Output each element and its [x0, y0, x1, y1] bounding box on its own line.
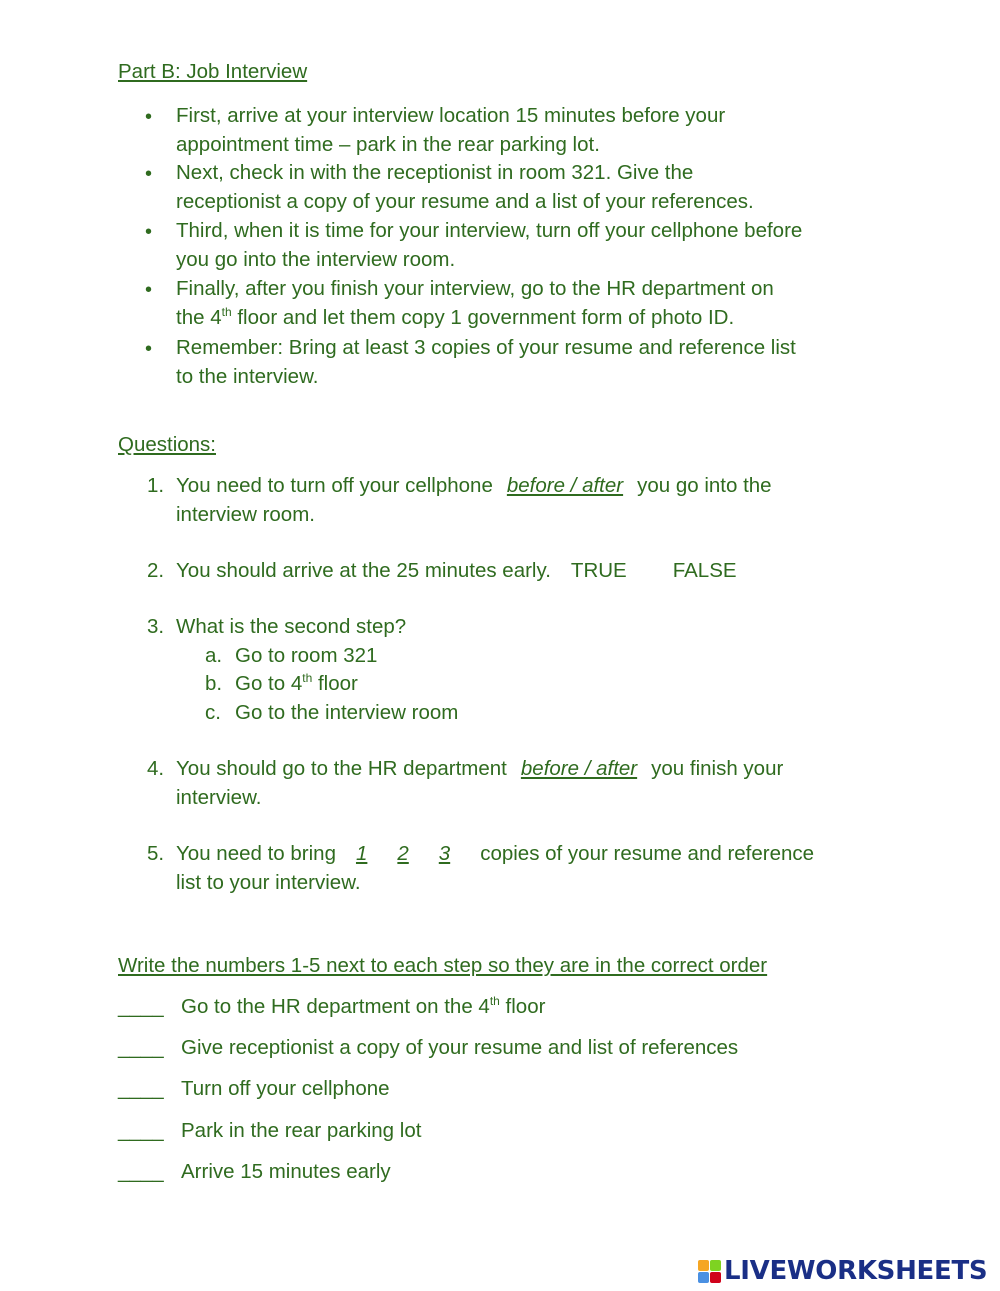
before-after-choice[interactable]: before / after — [506, 474, 624, 497]
question-number: 1. — [147, 474, 165, 497]
before-after-choice[interactable]: before / after — [520, 757, 638, 780]
logo-blocks-icon — [698, 1260, 721, 1283]
part-b-heading: Part B: Job Interview — [118, 60, 308, 83]
answer-blank[interactable]: ____ — [118, 1036, 164, 1059]
answer-blank[interactable]: ____ — [118, 1119, 164, 1142]
bullet-dot: • — [145, 279, 153, 301]
question-number: 4. — [147, 757, 165, 780]
bullet-dot: • — [145, 163, 153, 185]
logo-block — [710, 1272, 721, 1283]
answer-blank[interactable]: ____ — [118, 995, 164, 1018]
true-option[interactable]: TRUE — [570, 559, 627, 582]
bullet-dot: • — [145, 338, 153, 360]
questions-heading: Questions: — [118, 433, 216, 456]
question-number: 5. — [147, 842, 165, 865]
bullet-line: First, arrive at your interview location 15 minutes before your — [176, 104, 726, 127]
bullet-line: Next, check in with the receptionist in room 321. Give the — [176, 161, 694, 184]
false-option[interactable]: FALSE — [672, 559, 737, 582]
bullet-line: Finally, after you finish your interview, go to the HR department on — [176, 277, 774, 300]
answer-blank[interactable]: ____ — [118, 1160, 164, 1183]
bullet-line: Remember: Bring at least 3 copies of your resume and reference list — [176, 336, 796, 359]
bullet-line: the 4th floor and let them copy 1 government form of photo ID. — [176, 304, 735, 329]
worksheet-page: Part B: Job Interview • First, arrive at your interview location 15 minutes before your appointment time – park in the rear parking lot. • Next, check in with the receptionist in room 321. Give the receptionist a copy of your resume and a list of your references. • Third, when it is time for your interview, turn off your cellphone before you go into the interview room. • Finally, after you finish your interview, go to the HR department on the 4th floor and let them copy 1 government form of photo ID. • Remember: Bring at least 3 copies of your resume and reference list to the interview. Questions: 1. You need to turn off your cellphone before / after you go into the interview room. 2. You should arrive at the 25 minutes early. TRUE FALSE 3. What is the second step? a. Go to room 321 b. Go to 4th floor c. Go to the interview room 4. You should go to the HR department before / after you finish your interview. 5. You need to bring 1 2 3 copies of your resume and reference list to your interview. Write the numbers 1-5 next to each step so they are in the correct order ____ Go to the HR department on the 4th floor ____ Give receptionist a copy of your resume and list of references ____ Turn off your cellphone ____ Park in the rear parking lot ____ Arrive 15 minutes early LIVEWORKSHEETS — [118, 60, 988, 1286]
bullet-line: Third, when it is time for your interview, turn off your cellphone before — [176, 219, 803, 242]
bullet-dot: • — [145, 106, 153, 128]
bullet-line: you go into the interview room. — [176, 247, 456, 271]
liveworksheets-logo — [698, 1256, 987, 1286]
copies-choice[interactable]: 1 2 3 — [355, 842, 451, 865]
logo-block — [710, 1260, 721, 1271]
answer-blank[interactable]: ____ — [118, 1077, 164, 1100]
logo-text: LIVEWORKSHEETS — [724, 1256, 988, 1286]
question-number: 3. — [147, 615, 165, 638]
ordering-heading: Write the numbers 1-5 next to each step so they are in the correct order — [118, 954, 768, 977]
bullet-line: receptionist a copy of your resume and a list of your references. — [176, 189, 754, 213]
question-number: 2. — [147, 559, 165, 582]
logo-block — [698, 1260, 709, 1271]
bullet-dot: • — [145, 221, 153, 243]
logo-block — [698, 1272, 709, 1283]
bullet-line: appointment time – park in the rear parking lot. — [176, 132, 600, 156]
bullet-line: to the interview. — [176, 364, 319, 388]
